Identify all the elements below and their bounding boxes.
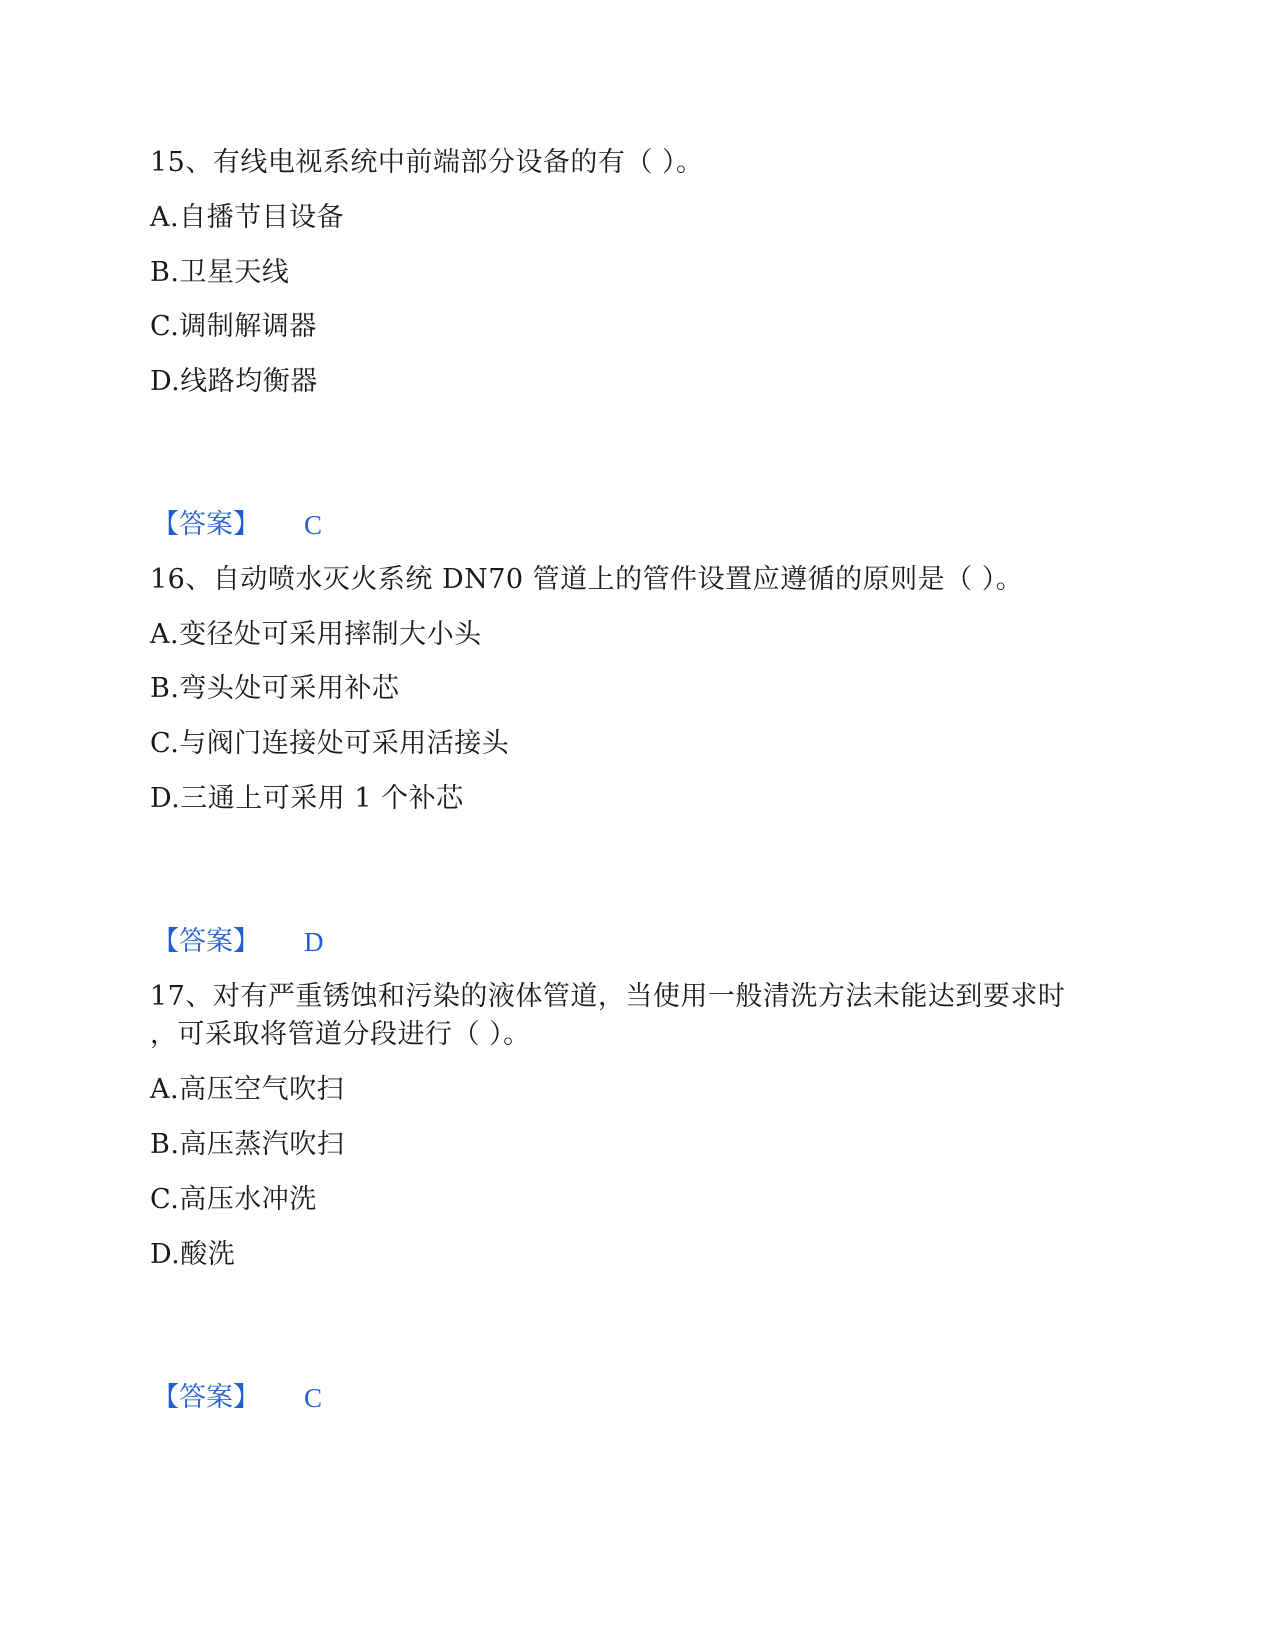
question-17-stem-line1: 17、对有严重锈蚀和污染的液体管道，当使用一般清洗方法未能达到要求时	[150, 981, 1066, 1012]
question-17-option-a: A.高压空气吹扫	[150, 1074, 345, 1105]
answer-value: D	[304, 927, 324, 957]
answer-value: C	[304, 510, 323, 540]
question-15-option-c: C.调制解调器	[150, 311, 317, 342]
question-17-stem-line2: ，可采取将管道分段进行（ ）。	[150, 1019, 531, 1050]
question-15-option-d: D.线路均衡器	[150, 366, 318, 397]
answer-label: 【答案】	[152, 1382, 260, 1413]
question-16-option-c: C.与阀门连接处可采用活接头	[150, 728, 510, 759]
question-16-stem: 16、自动喷水灭火系统 DN70 管道上的管件设置应遵循的原则是（ ）。	[150, 564, 1024, 595]
answer-label: 【答案】	[152, 926, 260, 957]
question-17-option-d: D.酸洗	[150, 1239, 236, 1270]
question-17-option-c: C.高压水冲洗	[150, 1184, 317, 1215]
question-16-option-b: B.弯头处可采用补芯	[150, 673, 400, 704]
question-15-stem: 15、有线电视系统中前端部分设备的有（ ）。	[150, 147, 704, 178]
answer-value: C	[304, 1383, 323, 1413]
question-16-option-d: D.三通上可采用 1 个补芯	[150, 783, 464, 814]
question-15-option-b: B.卫星天线	[150, 257, 290, 288]
question-15-answer	[152, 508, 323, 542]
question-17-option-b: B.高压蒸汽吹扫	[150, 1129, 345, 1160]
question-16-option-a: A.变径处可采用摔制大小头	[150, 619, 482, 650]
question-15-option-a: A.自播节目设备	[150, 202, 345, 233]
question-17-answer	[152, 1381, 323, 1415]
answer-label: 【答案】	[152, 509, 260, 540]
question-16-answer	[152, 925, 324, 959]
